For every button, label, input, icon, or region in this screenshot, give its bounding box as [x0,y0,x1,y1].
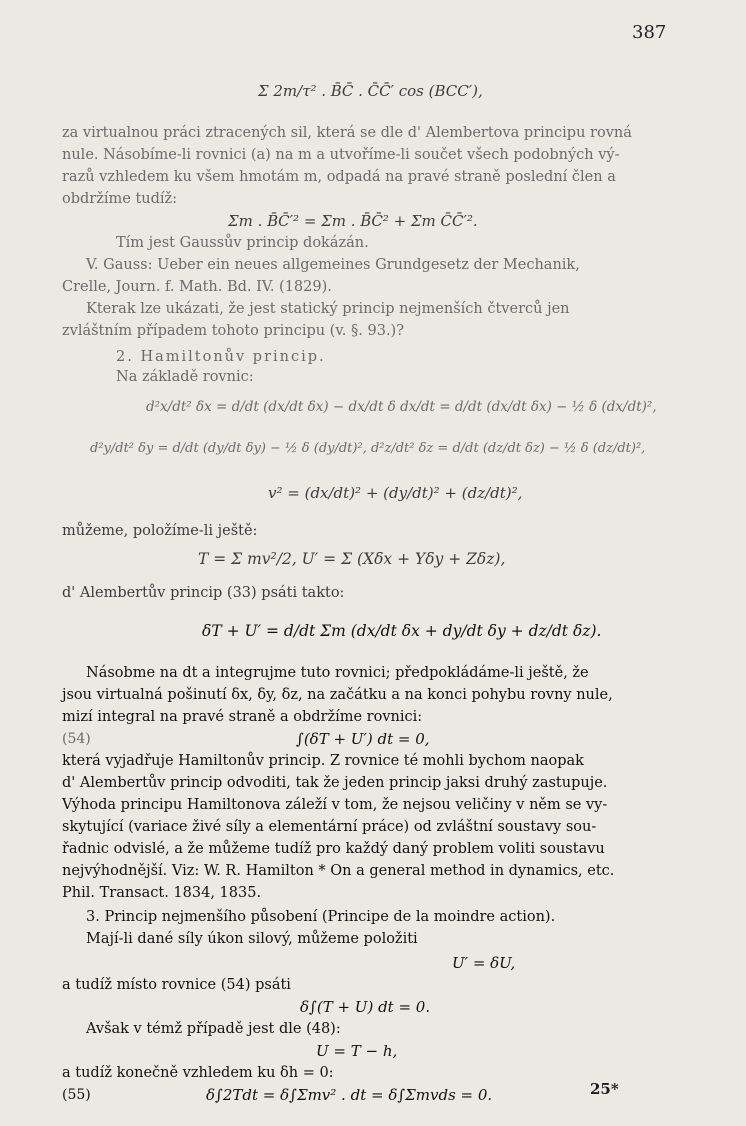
page-number: 387 [632,22,667,43]
text-line: razů vzhledem ku všem hmotám m, odpadá na pravé straně poslední člen a [62,169,616,185]
text-line: která vyjadřuje Hamiltonův princip. Z rovnice té mohli bychom naopak [62,753,584,769]
text-line: Tím jest Gaussův princip dokázán. [116,235,369,251]
formula-line: d²y/dt² δy = d/dt (dy/dt δy) − ½ δ (dy/dt)², d²z/dt² δz = d/dt (dz/dt δz) − ½ δ (dz/dt)², [90,441,646,456]
section-heading: 3. Princip nejmenšího působení (Principe de la moindre action). [86,909,556,925]
text-line: Na základě rovnic: [116,369,254,385]
text-line: a tudíž konečně vzhledem ku δh = 0: [62,1065,334,1081]
formula-line: v² = (dx/dt)² + (dy/dt)² + (dz/dt)², [268,484,523,502]
text-line: a tudíž místo rovnice (54) psáti [62,977,291,993]
formula-line: ∫(δT + U′) dt = 0, [296,730,430,748]
formula-line: d²x/dt² δx = d/dt (dx/dt δx) − dx/dt δ dx/dt = d/dt (dx/dt δx) − ½ δ (dx/dt)², [146,399,657,415]
text-line: obdržíme tudíž: [62,191,178,207]
text-line: za virtualnou práci ztracených sil, která se dle d' Alembertova principu rovná [62,125,632,141]
text-line: můžeme, položíme-li ještě: [62,523,258,539]
section-heading: 2. Hamiltonův princip. [116,349,326,365]
formula-line: δ∫(T + U) dt = 0. [300,998,431,1016]
formula-line: U′ = δU, [452,954,516,972]
text-line: nule. Násobíme-li rovnici (a) na m a utvoříme-li součet všech podobných vý- [62,147,620,163]
text-line: Výhoda principu Hamiltonova záleží v tom, že nejsou veličiny v něm se vy- [62,797,608,813]
text-line: Mají-li dané síly úkon silový, můžeme položiti [86,931,418,947]
text-line: Crelle, Journ. f. Math. Bd. IV. (1829). [62,279,332,295]
equation-number: (54) [62,731,91,747]
text-line: řadnic odvislé, a že můžeme tudíž pro každý daný problem voliti soustavu [62,841,605,857]
text-line: Násobme na dt a integrujme tuto rovnici; předpokládáme-li ještě, že [86,665,589,681]
formula-line: δT + U′ = d/dt Σm (dx/dt δx + dy/dt δy + dz/dt δz). [202,622,602,640]
text-line: Kterak lze ukázati, že jest statický princip nejmenších čtverců jen [86,301,570,317]
printer-signature: 25* [590,1080,619,1098]
text-line: Avšak v témž případě jest dle (48): [86,1021,341,1037]
text-line: mizí integral na pravé straně a obdržíme rovnici: [62,709,423,725]
text-line: nejvýhodnější. Viz: W. R. Hamilton * On a general method in dynamics, etc. [62,863,615,879]
text-line: zvláštním případem tohoto principu (v. §. 93.)? [62,323,404,339]
formula-line: δ∫2Tdt = δ∫Σmv² . dt = δ∫Σmvds = 0. [206,1086,493,1104]
text-line: jsou virtualná pošinutí δx, δy, δz, na začátku a na konci pohybu rovny nule, [62,687,613,703]
text-line: V. Gauss: Ueber ein neues allgemeines Grundgesetz der Mechanik, [86,257,580,273]
text-line: skytující (variace živé síly a elementární práce) od zvláštní soustavy sou- [62,819,597,835]
equation-number: (55) [62,1087,91,1103]
formula-line: Σ 2m/τ² . B̄C̄ . C̄C̄′ cos (BCC′), [258,82,483,100]
formula-line: U = T − h, [316,1042,398,1060]
text-line: Phil. Transact. 1834, 1835. [62,885,262,901]
formula-line: Σm . B̄C̄′² = Σm . B̄C̄² + Σm C̄C̄′². [228,212,478,230]
text-line: d' Alembertův princip odvoditi, tak že jeden princip jaksi druhý zastupuje. [62,775,608,791]
formula-line: T = Σ mv²/2, U′ = Σ (Xδx + Yδy + Zδz), [198,550,506,568]
text-line: d' Alembertův princip (33) psáti takto: [62,585,345,601]
